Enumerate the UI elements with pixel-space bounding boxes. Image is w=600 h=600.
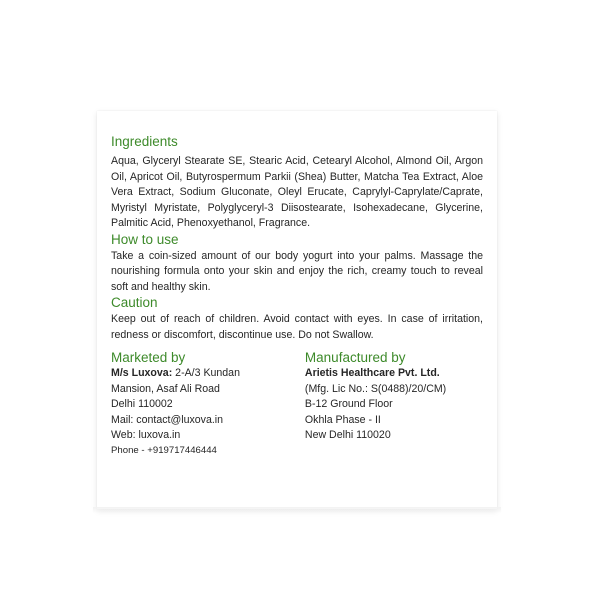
caution-title: Caution [111, 295, 158, 310]
marketer-mail: Mail: contact@luxova.in [111, 413, 224, 426]
ingredients-text: Aqua, Glyceryl Stearate SE, Stearic Acid, Cetearyl Alcohol, Almond Oil, Argon Oil, Apricot Oil, Butyrospermum Parkii (Shea) Butter, Matcha Tea Extract, Aloe Vera Extract, Sodium Gluconate, Oleyl Erucate, Caprylyl-Caprylate/Caprate, Myristyl Myristate, Polyglyceryl-3 Diisostearate, Isohexadecane, Glycerine, Palmitic Acid, Phenoxyethanol, Fragrance. [111, 155, 483, 229]
manufacturer-address-line3: New Delhi 110020 [304, 429, 391, 441]
manufacturer-address-line1: B-12 Ground Floor [304, 398, 393, 410]
company-info-row [111, 350, 483, 458]
manufacturer-company-name: Arietis Healthcare Pvt. Ltd. [304, 367, 440, 379]
marketer-address-line1: 2-A/3 Kundan [172, 367, 240, 379]
marketer-company-line [111, 366, 305, 382]
marketer-phone: Phone - +919717446444 [111, 444, 217, 456]
marketed-by-block [111, 350, 305, 458]
manufacturer-address-line2: Okhla Phase - II [304, 413, 381, 426]
how-to-use-title: How to use [111, 231, 179, 247]
marketer-company-name: M/s Luxova: [111, 367, 173, 379]
marketer-address-line2: Mansion, Asaf Ali Road [111, 382, 220, 395]
marketer-web: Web: luxova.in [111, 429, 181, 441]
marketer-address-line3: Delhi 110002 [111, 398, 173, 410]
how-to-use-text: Take a coin-sized amount of our body yogurt into your palms. Massage the nourishing formula onto your skin and enjoy the rich, creamy touch to reveal soft and healthy skin. [111, 249, 483, 293]
label-panel [97, 111, 497, 509]
manufactured-by-block [305, 350, 483, 458]
marketed-by-title: Marketed by [111, 350, 186, 365]
caution-text: Keep out of reach of children. Avoid contact with eyes. In case of irritation, redness or discomfort, discontinue use. Do not Swallow. [111, 313, 483, 341]
manufacturer-license: (Mfg. Lic No.: S(0488)/20/CM) [304, 382, 447, 395]
ingredients-title: Ingredients [111, 134, 178, 149]
manufactured-by-title: Manufactured by [304, 350, 406, 365]
